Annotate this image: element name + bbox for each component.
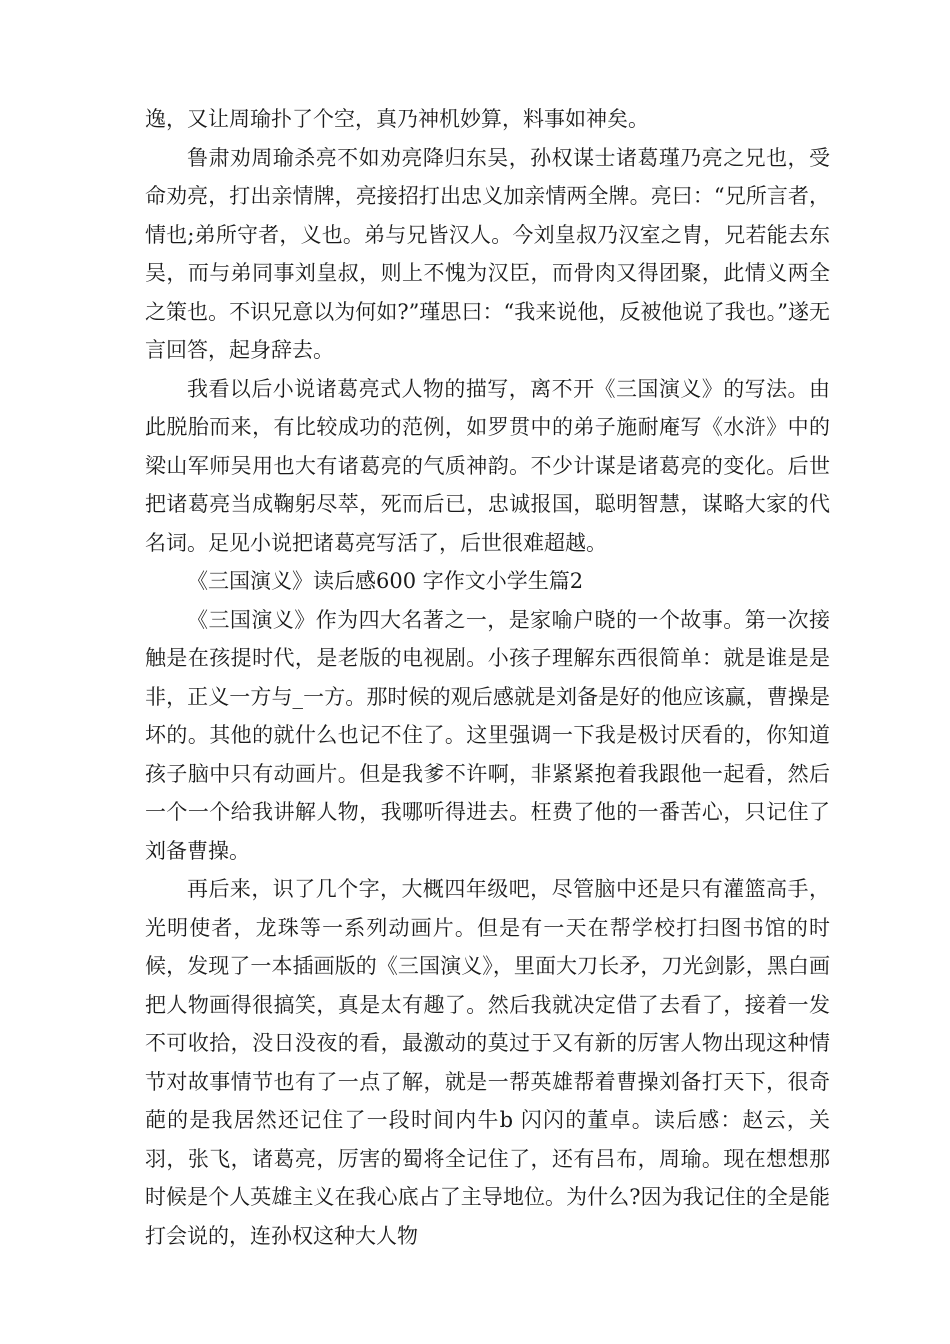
- section-heading: 《三国演义》读后感600 字作文小学生篇2: [187, 569, 584, 593]
- paragraph-zhuge-jin: 鲁肃劝周瑜杀亮不如劝亮降归东吴，孙权谋士诸葛瑾乃亮之兄也，受命劝亮，打出亲情牌，亮接招打出忠义加亲情两全牌。亮曰：“兄所言者，情也;弟所守者，义也。弟与兄皆汉人。今刘皇叔乃汉室之胄，兄若能去东吴，而与弟同事刘皇叔，则上不愧为汉臣，而骨肉又得团聚，此情义两全之策也。不识兄意以为何如?”瑾思曰：“我来说他，反被他说了我也。”遂无言回答，起身辞去。: [145, 145, 830, 362]
- paragraph-literary-influence: 我看以后小说诸葛亮式人物的描写，离不开《三国演义》的写法。由此脱胎而来，有比较成功的范例，如罗贯中的弟子施耐庵写《水浒》中的梁山军师吴用也大有诸葛亮的气质神韵。不少计谋是诸葛亮的变化。后世把诸葛亮当成鞠躬尽萃，死而后已，忠诚报国，聪明智慧，谋略大家的代名词。足见小说把诸葛亮写活了，后世很难超越。: [145, 376, 830, 555]
- paragraph-childhood-tv: 《三国演义》作为四大名著之一，是家喻户晓的一个故事。第一次接触是在孩提时代，是老版的电视剧。小孩子理解东西很简单：就是谁是是非，正义一方与_一方。那时候的观后感就是刘备是好的他应该赢，曹操是坏的。其他的就什么也记不住了。这里强调一下我是极讨厌看的，你知道孩子脑中只有动画片。但是我爹不许啊，非紧紧抱着我跟他一起看，然后一个一个给我讲解人物，我哪听得进去。枉费了他的一番苦心，只记住了刘备曹操。: [145, 607, 830, 863]
- continuation-paragraph: 逸，又让周瑜扑了个空，真乃神机妙算，料事如神矣。: [145, 107, 649, 131]
- paragraph-picture-book: 再后来，识了几个字，大概四年级吧，尽管脑中还是只有灌篮高手，光明使者，龙珠等一系列动画片。但是有一天在帮学校打扫图书馆的时候，发现了一本插画版的《三国演义》，里面大刀长矛，刀光剑影，黑白画把人物画得很搞笑，真是太有趣了。然后我就决定借了去看了，接着一发不可收拾，没日没夜的看，最激动的莫过于又有新的厉害人物出现这种情节对故事情节也有了一点了解，就是一帮英雄帮着曹操刘备打天下，很奇葩的是我居然还记住了一段时间内牛b 闪闪的董卓。读后感：赵云，关羽，张飞，诸葛亮，厉害的蜀将全记住了，还有吕布，周瑜。现在想想那时候是个人英雄主义在我心底占了主导地位。为什么?因为我记住的全是能打会说的，连孙权这种大人物: [145, 877, 830, 1248]
- document-page: [145, 100, 830, 1255]
